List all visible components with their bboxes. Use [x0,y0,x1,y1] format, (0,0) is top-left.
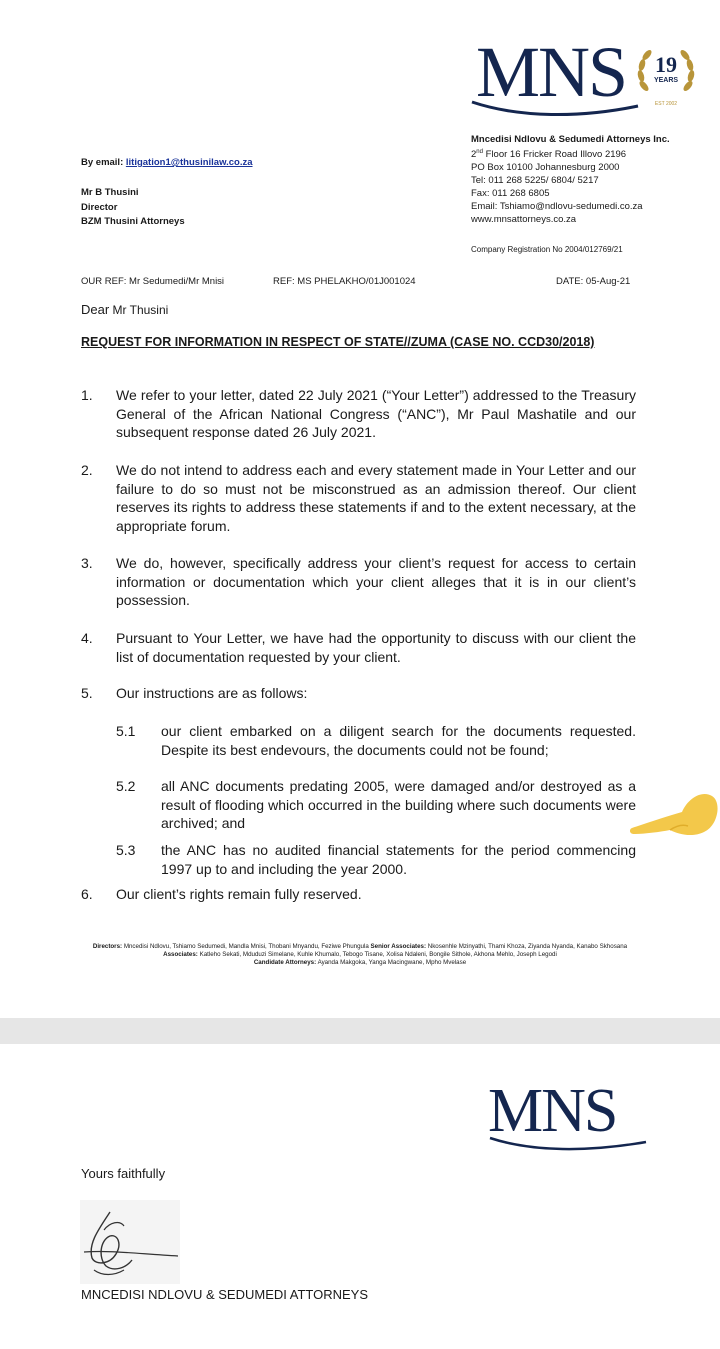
firm-logo [470,30,700,120]
salutation-name: Mr Thusini [109,303,169,317]
para-4-number: 4. [81,630,93,646]
recipient-email-link[interactable]: litigation1@thusinilaw.co.za [125,157,253,168]
senior-associates-list: Nkosenhle Mzinyathi, Thami Khoza, Ziyanda Nyanda, Kanabo Skhosana [426,943,628,950]
directors-list: Mncedisi Ndlovu, Tshiamo Sedumedi, Mandla Mnisi, Thobani Mnyandu, Feziwe Phungula [122,943,371,950]
footer-names [10,943,710,967]
firm-address-line2: PO Box 10100 Johannesburg 2000 [471,162,620,174]
firm-tel: Tel: 011 268 5225/ 6804/ 5217 [471,175,599,187]
firm-name: Mncedisi Ndlovu & Sedumedi Attorneys Inc. [471,134,670,145]
para-3-number: 3. [81,555,93,571]
badge-word: YEARS [653,77,679,84]
firm-web: www.mnsattorneys.co.za [471,214,577,226]
subpara-5-2-text: all ANC documents predating 2005, were damaged and/or destroyed as a result of flooding which occurred in the building where such documents were archived; and [161,778,636,831]
para-1-text: We refer to your letter, dated 22 July 2021 (“Your Letter”) addressed to the Treasury General of the African National Congress (“ANC”), Mr Paul Mashatile and our subsequent response dated 26 July 2021. [116,387,636,440]
badge-number: 19 [655,52,677,77]
para-2-number: 2. [81,462,93,478]
floor-superscript: nd [476,149,483,155]
subpara-5-3-number: 5.3 [116,842,136,858]
subject-line: REQUEST FOR INFORMATION IN RESPECT OF STATE//ZUMA (CASE NO. CCD30/2018) [81,335,595,349]
firm-address-line1 [471,146,711,161]
firm-email: Email: Tshiamo@ndlovu-sedumedi.co.za [471,201,643,213]
recipient-block [81,186,185,230]
floor-number: 2 [471,149,477,161]
firm-fax: Fax: 011 268 6805 [471,188,550,200]
para-6-text: Our client’s rights remain fully reserved. [116,886,362,902]
closing: Yours faithfully [81,1166,166,1181]
signature-image [80,1200,180,1284]
para-1-number: 1. [81,387,93,403]
logo-swoosh [470,96,640,118]
para-4-text: Pursuant to Your Letter, we have had the opportunity to discuss with our client the list of documentation requested by your client. [116,630,636,665]
para-2-text: We do not intend to address each and every statement made in Your Letter and our failure to do so must not be misconstrued as an admission thereof. Our client reserves its rights to address these statements if and to the extent necessary, at the appropriate forum. [116,462,636,534]
recipient-company: BZM Thusini Attorneys [81,216,185,227]
by-email-line [81,156,253,169]
associates-list: Katleho Sekati, Mduduzi Simelane, Kuhle Khumalo, Tebogo Tisane, Xolisa Ndaleni, Bongile Sithole, Akhona Mehlo, Joseph Legodi [197,951,557,958]
logo-mns-text: MNS [476,32,627,112]
page2-logo-swoosh [488,1134,648,1152]
our-ref: OUR REF: Mr Sedumedi/Mr Mnisi [81,276,225,287]
recipient-name: Mr B Thusini [81,187,139,198]
para-5-number: 5. [81,685,93,701]
footer-line-2 [10,951,710,959]
subpara-5-2-number: 5.2 [116,778,136,794]
firm-details [471,133,711,226]
page-break [0,1018,720,1044]
directors-label: Directors: [92,943,123,950]
para-3-text: We do, however, specifically address your client’s request for access to certain information or documentation which your client alleges that it is in our client’s possession. [116,555,636,608]
by-email-label: By email: [81,157,126,168]
address1-rest: Floor 16 Fricker Road Illovo 2196 [482,149,627,161]
senior-associates-label: Senior Associates: [370,943,427,950]
company-registration: Company Registration No 2004/012769/21 [471,245,623,254]
badge-est: EST 2002 [654,101,678,107]
anniversary-badge [634,42,698,106]
candidates-list: Ayanda Makgoka, Yanga Macingwane, Mpho Mvelase [316,959,467,966]
para-5-text: Our instructions are as follows: [116,685,308,701]
subpara-5-1-text: our client embarked on a diligent search for the documents requested. Despite its best endevours, the documents could not be found; [161,723,636,758]
subpara-5-1-number: 5.1 [116,723,136,739]
recipient-title: Director [81,201,118,213]
associates-label: Associates: [163,951,198,958]
page2-logo [488,1078,658,1158]
salutation-dear: Dear [81,302,110,317]
candidates-label: Candidate Attorneys: [253,959,317,966]
signatory: MNCEDISI NDLOVU & SEDUMEDI ATTORNEYS [81,1287,369,1302]
para-6-number: 6. [81,886,93,902]
subpara-5-3-text: the ANC has no audited financial statements for the period commencing 1997 up to and including the year 2000. [161,842,636,877]
their-ref: REF: MS PHELAKHO/01J001024 [273,276,416,287]
footer-line-1 [10,943,710,951]
footer-line-3 [10,959,710,967]
letter-date: DATE: 05-Aug-21 [556,276,631,287]
pointing-hand-icon [630,788,720,840]
salutation [81,302,168,317]
page2-logo-mns-text: MNS [488,1077,617,1145]
